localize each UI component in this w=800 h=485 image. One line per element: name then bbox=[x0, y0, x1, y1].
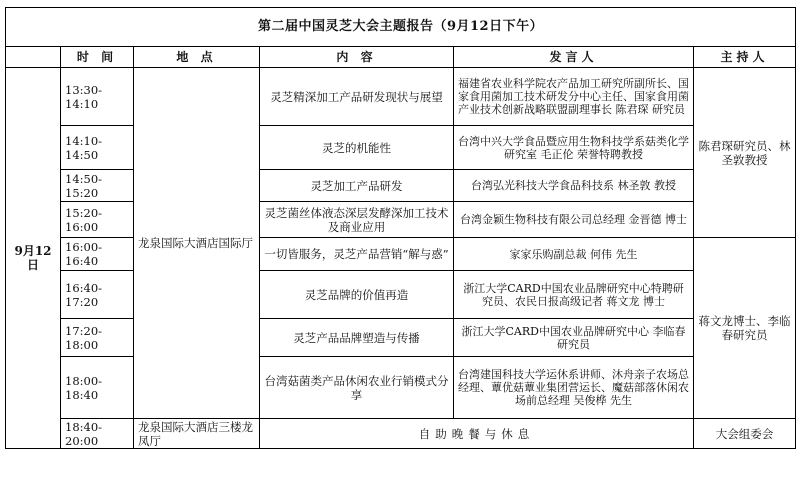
time-cell: 18:40-20:00 bbox=[61, 419, 134, 449]
content-cell: 灵芝精深加工产品研发现状与展望 bbox=[260, 68, 454, 126]
speaker-cell: 台湾金颖生物科技有限公司总经理 金晋德 博士 bbox=[454, 202, 694, 238]
date-cell: 9月12日 bbox=[6, 68, 61, 449]
content-cell: 一切皆服务，灵芝产品营销“解与惑” bbox=[260, 238, 454, 271]
time-cell: 17:20-18:00 bbox=[61, 319, 134, 357]
header-speaker: 发言人 bbox=[454, 47, 694, 68]
content-cell: 灵芝品牌的价值再造 bbox=[260, 271, 454, 319]
content-cell: 自助晚餐与休息 bbox=[260, 419, 694, 449]
content-cell: 灵芝的机能性 bbox=[260, 126, 454, 170]
table-row bbox=[6, 271, 796, 319]
page-title: 第二届中国灵芝大会主题报告（9月12日下午） bbox=[6, 8, 796, 47]
header-content: 内 容 bbox=[260, 47, 454, 68]
table-row bbox=[6, 170, 796, 202]
host-second: 蒋文龙博士、李临春研究员 bbox=[694, 238, 796, 419]
time-cell: 16:40-17:20 bbox=[61, 271, 134, 319]
content-cell: 台湾菇菌类产品休闲农业行销模式分享 bbox=[260, 357, 454, 419]
speaker-cell: 福建省农业科学院农产品加工研究所副所长、国家食用菌加工技术研发分中心主任、国家食用菌产业技术创新战略联盟副理事长 陈君琛 研究员 bbox=[454, 68, 694, 126]
header-time: 时 间 bbox=[61, 47, 134, 68]
header-venue: 地 点 bbox=[134, 47, 260, 68]
header-host: 主持人 bbox=[694, 47, 796, 68]
table-row bbox=[6, 68, 796, 126]
speaker-cell: 台湾中兴大学食品暨应用生物科技学系菇类化学研究室 毛正伦 荣誉特聘教授 bbox=[454, 126, 694, 170]
content-cell: 灵芝加工产品研发 bbox=[260, 170, 454, 202]
venue-last: 龙泉国际大酒店三楼龙凤厅 bbox=[134, 419, 260, 449]
time-cell: 14:10-14:50 bbox=[61, 126, 134, 170]
host-last: 大会组委会 bbox=[694, 419, 796, 449]
speaker-cell: 家家乐购副总裁 何伟 先生 bbox=[454, 238, 694, 271]
host-first: 陈君琛研究员、林圣敦教授 bbox=[694, 68, 796, 238]
speaker-cell: 台湾弘光科技大学食品科技系 林圣敦 教授 bbox=[454, 170, 694, 202]
venue-main: 龙泉国际大酒店国际厅 bbox=[134, 68, 260, 419]
time-cell: 15:20-16:00 bbox=[61, 202, 134, 238]
time-cell: 13:30-14:10 bbox=[61, 68, 134, 126]
content-cell: 灵芝产品品牌塑造与传播 bbox=[260, 319, 454, 357]
table-row bbox=[6, 357, 796, 419]
table-row bbox=[6, 419, 796, 449]
header-row bbox=[6, 47, 796, 68]
time-cell: 16:00-16:40 bbox=[61, 238, 134, 271]
time-cell: 14:50-15:20 bbox=[61, 170, 134, 202]
speaker-cell: 浙江大学CARD中国农业品牌研究中心 李临春 研究员 bbox=[454, 319, 694, 357]
speaker-cell: 台湾建国科技大学运休系讲师、沐舟亲子农场总经理、蕈优菇蕈业集团营运长、魔菇部落休闲农场前总经理 吴俊桦 先生 bbox=[454, 357, 694, 419]
table-row bbox=[6, 319, 796, 357]
table-row bbox=[6, 202, 796, 238]
content-cell: 灵芝菌丝体液态深层发酵深加工技术及商业应用 bbox=[260, 202, 454, 238]
title-row bbox=[6, 8, 796, 47]
schedule-table bbox=[5, 7, 796, 449]
header-blank bbox=[6, 47, 61, 68]
speaker-cell: 浙江大学CARD中国农业品牌研究中心特聘研究员、农民日报高级记者 蒋文龙 博士 bbox=[454, 271, 694, 319]
table-row bbox=[6, 238, 796, 271]
time-cell: 18:00-18:40 bbox=[61, 357, 134, 419]
table-row bbox=[6, 126, 796, 170]
